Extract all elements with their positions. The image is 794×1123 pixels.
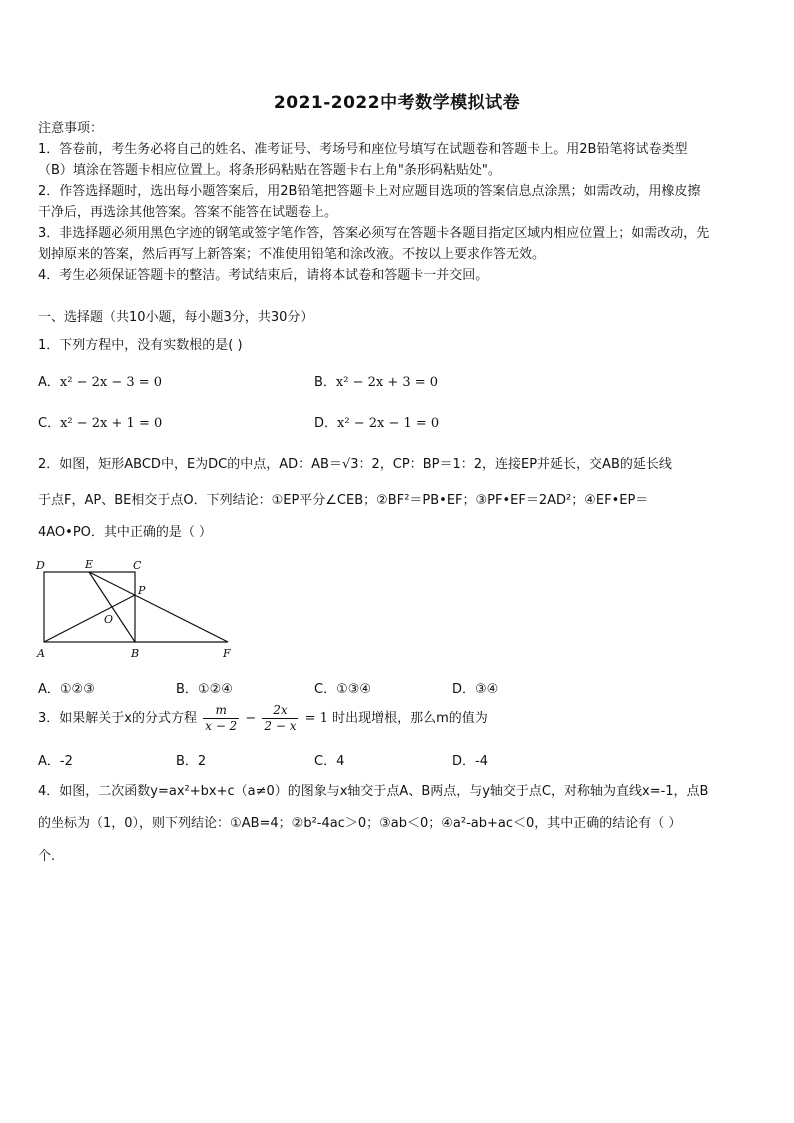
notice-item: 3．非选择题必须用黑色字迹的钢笔或签字笔作答，答案必须写在答题卡各题目指定区域内相应位置上；如需改动，先 — [38, 226, 710, 241]
notice-item: 4．考生必须保证答题卡的整洁。考试结束后，请将本试卷和答题卡一并交回。 — [38, 268, 489, 283]
notice-heading: 注意事项： — [38, 121, 104, 136]
q1-stem: 1．下列方程中，没有实数根的是( ) — [38, 338, 243, 353]
label-p: P — [138, 584, 146, 597]
label-c: C — [133, 559, 142, 572]
q2-option-a: A．①②③ — [38, 682, 95, 697]
q3-fraction-2: $\frac{2x}{2 - x}$ — [264, 703, 297, 733]
q1-option-d: D．x² − 2x − 1 = 0 — [314, 416, 440, 431]
label-a: A — [37, 647, 45, 660]
q3-option-b: B．2 — [176, 754, 207, 769]
rectangle-abcd — [44, 572, 135, 642]
q4-stem-line2: 的坐标为（1，0），则下列结论：①AB=4；②b²-4ac＞0；③ab＜0；④a²-ab+ac＜0，其中正确的结论有（ ） — [38, 816, 682, 831]
notice-item: 干净后，再选涂其他答案。答案不能答在试题卷上。 — [38, 205, 338, 220]
label-o: O — [104, 613, 114, 626]
page-title: 2021-2022中考数学模拟试卷 — [273, 93, 521, 113]
q1-option-b: B．x² − 2x + 3 = 0 — [314, 375, 439, 390]
q2-option-d: D．③④ — [452, 682, 499, 697]
q3-option-d: D．-4 — [452, 754, 488, 769]
q1-option-a: A．x² − 2x − 3 = 0 — [38, 375, 163, 390]
notice-item: 划掉原来的答案，然后再写上新答案；不准使用铅笔和涂改液。不按以上要求作答无效。 — [38, 247, 546, 262]
q2-option-b: B．①②④ — [176, 682, 233, 697]
segment-ef — [89, 572, 228, 642]
notice-item: 2．作答选择题时，选出每小题答案后，用2B铅笔把答题卡上对应题目选项的答案信息点涂黑；如需改动，用橡皮擦 — [38, 184, 701, 199]
q2-option-c: C．①③④ — [314, 682, 372, 697]
label-e: E — [85, 558, 94, 571]
notice-block — [38, 118, 758, 286]
q2-stem-line3: 4AO•PO．其中正确的是（ ） — [38, 525, 213, 540]
q3-fraction-1: $\frac{m}{x - 2}$ — [205, 703, 238, 733]
q3-option-a: A．-2 — [38, 754, 73, 769]
label-d: D — [36, 559, 45, 572]
segment-be — [89, 572, 135, 642]
q1-option-c: C．x² − 2x + 1 = 0 — [38, 416, 163, 431]
q3-stem: 3．如果解关于x的分式方程 $\frac{m}{x - 2}$ − $\frac{2x}{2 - x}$ = 1 时出现增根，那么m的值为 — [38, 703, 488, 733]
q2-stem-line2: 于点F，AP、BE相交于点O．下列结论：①EP平分∠CEB；②BF²＝PB•EF；③PF•EF＝2AD²；④EF•EP＝ — [38, 493, 649, 508]
q2-stem-line1: 2．如图，矩形ABCD中，E为DC的中点，AD：AB＝√3：2，CP：BP＝1：2，连接EP并延长，交AB的延长线 — [38, 457, 672, 472]
q3-option-c: C．4 — [314, 754, 345, 769]
q4-stem-line3: 个. — [38, 849, 56, 864]
q2-rectangle-figure — [34, 556, 244, 662]
notice-item: （B）填涂在答题卡相应位置上。将条形码粘贴在答题卡右上角"条形码粘贴处"。 — [38, 163, 501, 178]
label-f: F — [223, 647, 231, 660]
label-b: B — [131, 647, 140, 660]
section-heading: 一、选择题（共10小题，每小题3分，共30分） — [38, 310, 314, 325]
segment-ap — [44, 595, 135, 642]
q4-stem-line1: 4．如图，二次函数y=ax²+bx+c（a≠0）的图象与x轴交于点A、B两点，与y轴交于点C，对称轴为直线x=-1，点B — [38, 784, 709, 799]
notice-item: 1．答卷前，考生务必将自己的姓名、准考证号、考场号和座位号填写在试题卷和答题卡上。用2B铅笔将试卷类型 — [38, 142, 688, 157]
